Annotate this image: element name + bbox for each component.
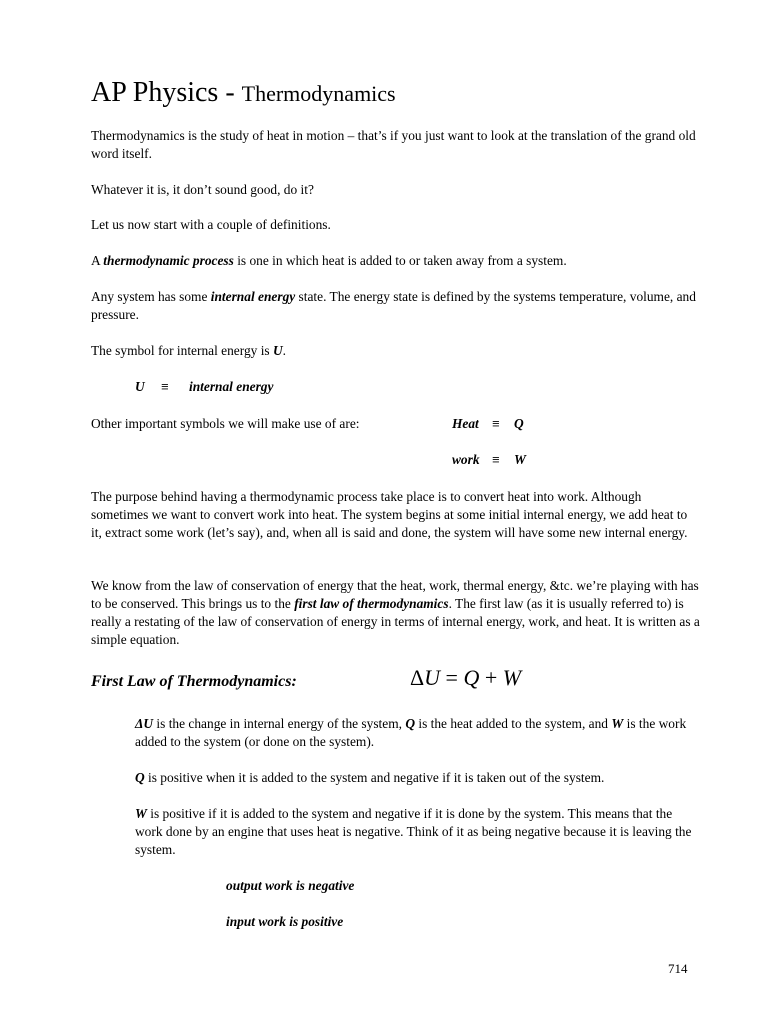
heat-word: Heat [452, 416, 479, 431]
work-symbol: W [514, 452, 526, 467]
equivalence-symbol: ≡ [492, 416, 500, 431]
rhetorical-question: Whatever it is, it don’t sound good, do it? [91, 182, 314, 197]
process-term: thermodynamic process [103, 253, 234, 268]
input-work-rule: input work is positive [226, 914, 344, 929]
equivalence-symbol: ≡ [492, 452, 500, 467]
page-title [91, 76, 396, 111]
u-meaning: internal energy [189, 379, 274, 394]
heat-symbol: Q [514, 416, 524, 431]
first-law-equation: ΔU = Q + W [410, 665, 522, 690]
symbol-sentence: The symbol for internal energy is U. [91, 343, 287, 358]
first-law-term: first law of thermodynamics [294, 596, 449, 611]
page-number: 714 [668, 961, 688, 976]
process-definition: A thermodynamic process is one in which heat is added to or taken away from a system. [91, 253, 567, 268]
internal-energy-term: internal energy [210, 289, 296, 304]
symbol-u: U [272, 343, 283, 358]
q-sign-explanation: Q is positive when it is added to the system and negative if it is taken out of the system. [135, 770, 605, 785]
delta-u-explanation: ΔU is the change in internal energy of the system, Q is the heat added to the system, and W is the work added to the system (or done on the system). [135, 716, 687, 749]
internal-energy-definition: Any system has some internal energy state. The energy state is defined by the systems temperature, volume, and pressure. [91, 289, 696, 322]
delta-symbol: Δ [410, 665, 425, 690]
conservation-paragraph: We know from the law of conservation of energy that the heat, work, thermal energy, &tc. we’re playing with has to be conserved. This brings us to the first law of thermodynamics. The first law (as it is usually referred to) is really a restating of the law of conservation of energy in terms of internal energy, work, and heat. It is written as a simple equation. [91, 578, 700, 647]
other-symbols-label: Other important symbols we will make use of are: [91, 416, 360, 431]
first-law-label: First Law of Thermodynamics: [91, 673, 297, 690]
title-subtitle: Thermodynamics [241, 81, 396, 106]
title-main: AP Physics - [91, 77, 242, 108]
definitions-intro: Let us now start with a couple of definitions. [91, 217, 331, 232]
purpose-paragraph: The purpose behind having a thermodynamic process take place is to convert heat into work. Although sometimes we want to convert work into heat. The system begins at some initial internal energy, we add heat to it, extract some work (let’s say), and, when all is said and done, the system will have some new internal energy. [91, 489, 688, 540]
output-work-rule: output work is negative [226, 878, 355, 893]
equivalence-symbol: ≡ [161, 379, 169, 394]
work-word: work [452, 452, 480, 467]
u-definition: U [135, 379, 145, 394]
w-sign-explanation: W is positive if it is added to the system and negative if it is done by the system. This means that the work done by an engine that uses heat is negative. Think of it as being negative because it is leaving the system. [135, 806, 692, 857]
intro-paragraph: Thermodynamics is the study of heat in motion – that’s if you just want to look at the translation of the grand old word itself. [91, 128, 696, 161]
